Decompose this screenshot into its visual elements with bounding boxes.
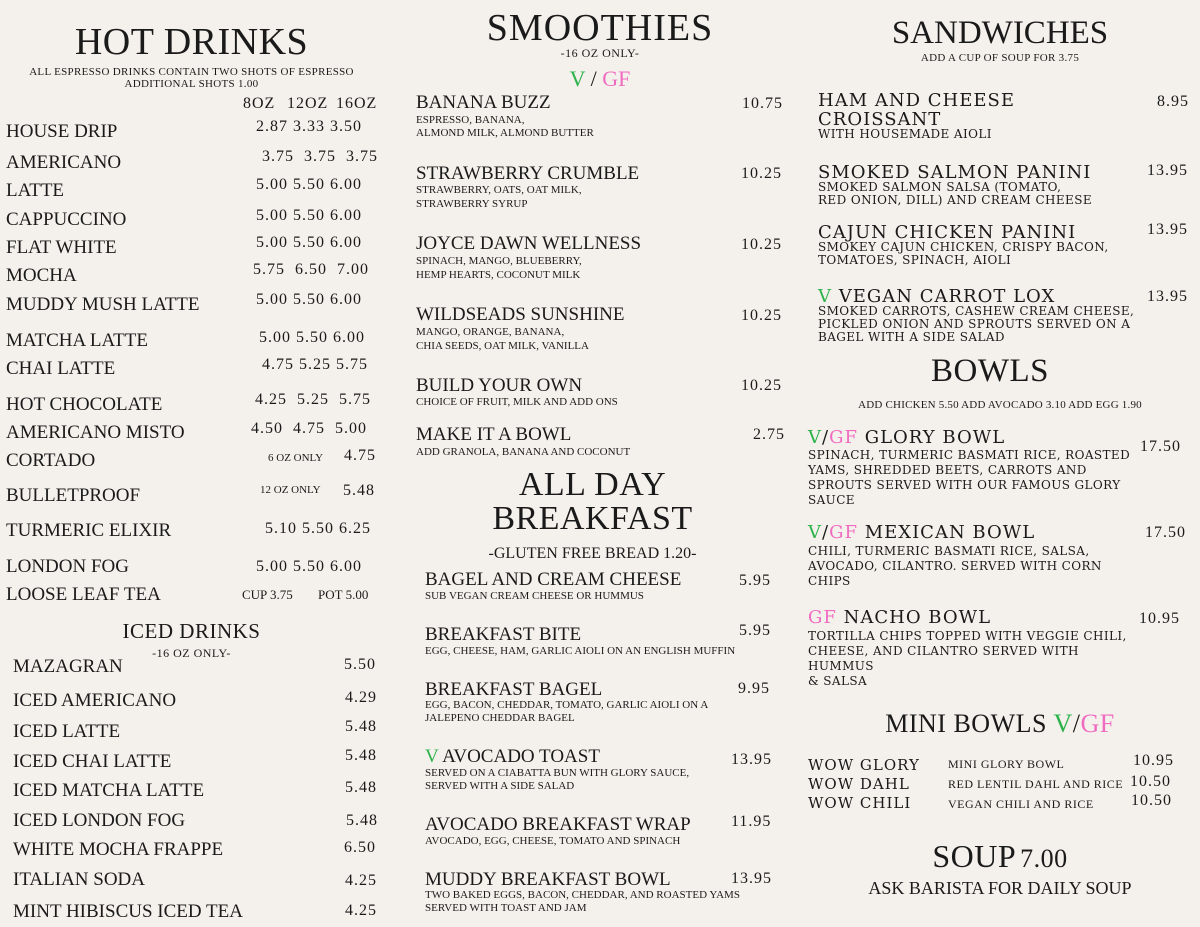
breakfast-price: 13.95: [731, 751, 772, 768]
hot-drink-name: LOOSE LEAF TEA: [6, 584, 161, 605]
size-note: 6 OZ ONLY: [268, 452, 324, 464]
smoothie-price: 10.25: [741, 307, 782, 324]
smoothie-desc: SPINACH, MANGO, BLUEBERRY,: [416, 255, 582, 267]
mini-bowl-desc: RED LENTIL DAHL AND RICE: [948, 777, 1124, 791]
smoothie-desc: ADD GRANOLA, BANANA AND COCONUT: [416, 446, 631, 458]
iced-drink-price: 5.48: [346, 812, 378, 829]
vegan-marker: V: [808, 522, 822, 543]
sandwich-desc: RED ONION, DILL) AND CREAM CHEESE: [818, 193, 1092, 207]
bowl-name: [808, 427, 1005, 448]
smoothie-name: BUILD YOUR OWN: [416, 375, 583, 396]
hot-drink-prices: 5.00 5.50 6.00: [256, 176, 362, 193]
hot-drink-name: CHAI LATTE: [6, 358, 116, 379]
sandwich-name-text: VEGAN CARROT LOX: [838, 286, 1056, 307]
tea-pot-price: POT 5.00: [318, 587, 369, 602]
hot-drink-prices: 5.00 5.50 6.00: [256, 291, 362, 308]
smoothie-price: 10.25: [741, 377, 782, 394]
bowl-desc: YAMS, SHREDDED BEETS, CARROTS AND: [808, 463, 1087, 477]
size-12oz: 12OZ: [287, 95, 329, 112]
mini-bowl-name: WOW CHILI: [808, 794, 912, 812]
sandwich-desc: SMOKED CARROTS, CASHEW CREAM CHEESE,: [818, 304, 1135, 318]
iced-drink-price: 6.50: [344, 839, 376, 856]
tea-cup-price: CUP 3.75: [242, 587, 293, 602]
bowl-desc: CHEESE, AND CILANTRO SERVED WITH: [808, 644, 1079, 658]
hot-drink-name: MUDDY MUSH LATTE: [6, 294, 200, 315]
mini-bowl-name: WOW GLORY: [808, 756, 920, 774]
breakfast-name: BREAKFAST BAGEL: [425, 679, 603, 700]
breakfast-desc: TWO BAKED EGGS, BACON, CHEDDAR, AND ROASTED YAMS: [425, 889, 740, 901]
bowl-desc: & SALSA: [808, 674, 868, 688]
marker-slash: /: [822, 522, 830, 543]
sandwich-desc: SMOKEY CAJUN CHICKEN, CRISPY BACON,: [818, 240, 1109, 254]
bowl-name: [808, 607, 991, 628]
bowl-desc: TORTILLA CHIPS TOPPED WITH VEGGIE CHILI,: [808, 629, 1127, 643]
bowl-price: 17.50: [1140, 438, 1181, 455]
bowl-desc: CHILI, TURMERIC BASMATI RICE, SALSA,: [808, 544, 1090, 558]
breakfast-price: 9.95: [738, 680, 770, 697]
mini-bowls-title: [800, 709, 1200, 739]
vegan-marker: V: [425, 746, 439, 767]
iced-drink-name: ICED LONDON FOG: [13, 810, 186, 831]
legend-slash: /: [590, 66, 597, 91]
bowl-desc: HUMMUS: [808, 659, 874, 673]
hot-drink-prices: 5.10 5.50 6.25: [265, 520, 371, 537]
mini-bowl-desc: MINI GLORY BOWL: [948, 757, 1065, 771]
breakfast-name: AVOCADO BREAKFAST WRAP: [425, 814, 691, 835]
mini-bowls-title-text: MINI BOWLS: [885, 709, 1047, 738]
vegan-marker: V: [818, 286, 832, 307]
iced-drink-name: WHITE MOCHA FRAPPE: [13, 839, 224, 860]
gluten-free-marker: GF: [829, 427, 858, 448]
sandwich-name-line2: CROISSANT: [818, 109, 942, 130]
breakfast-price: 13.95: [731, 870, 772, 887]
iced-drink-price: 4.25: [345, 902, 377, 919]
iced-drink-price: 5.48: [345, 718, 377, 735]
hot-drink-name: MOCHA: [6, 265, 77, 286]
gluten-free-bread-note: -GLUTEN FREE BREAD 1.20-: [488, 545, 697, 562]
hot-drink-name: MATCHA LATTE: [6, 330, 148, 351]
mini-bowl-price: 10.50: [1131, 792, 1172, 809]
breakfast-name-text: AVOCADO TOAST: [442, 746, 600, 767]
gluten-free-marker: GF: [829, 522, 858, 543]
smoothie-price: 10.25: [741, 165, 782, 182]
sandwich-name: HAM AND CHEESE: [818, 90, 1015, 111]
hot-drink-name: CAPPUCCINO: [6, 209, 127, 230]
iced-drink-price: 5.50: [344, 656, 376, 673]
soup-price: 7.00: [1020, 844, 1068, 873]
size-8oz: 8OZ: [243, 95, 276, 112]
sandwich-price: 13.95: [1147, 221, 1188, 238]
bowls-addons-note: ADD CHICKEN 5.50 ADD AVOCADO 3.10 ADD EGG 1.90: [858, 399, 1142, 411]
iced-drink-price: 4.29: [345, 689, 377, 706]
sandwich-desc: SMOKED SALMON SALSA (TOMATO,: [818, 180, 1062, 194]
size-16oz: 16OZ: [336, 95, 378, 112]
iced-drink-name: MAZAGRAN: [13, 656, 123, 677]
hot-drink-name: LATTE: [6, 180, 65, 201]
hot-drink-name: TURMERIC ELIXIR: [6, 520, 172, 541]
breakfast-desc: SERVED WITH A SIDE SALAD: [425, 780, 575, 792]
hot-drink-prices: 5.00 5.50 6.00: [256, 207, 362, 224]
smoothie-name: BANANA BUZZ: [416, 92, 551, 113]
smoothies-size-note: -16 OZ ONLY-: [560, 46, 640, 60]
iced-drink-name: ICED CHAI LATTE: [13, 751, 172, 772]
hot-drink-prices: 4.50 4.75 5.00: [251, 420, 367, 437]
bowls-title: BOWLS: [931, 353, 1049, 389]
breakfast-desc: SUB VEGAN CREAM CHEESE OR HUMMUS: [425, 590, 644, 602]
soup-addon-note: ADD A CUP OF SOUP FOR 3.75: [920, 52, 1080, 64]
breakfast-desc: SERVED WITH TOAST AND JAM: [425, 902, 587, 914]
smoothies-dietary-legend: [400, 66, 800, 92]
iced-drink-name: ICED AMERICANO: [13, 690, 177, 711]
hot-drink-prices: 3.75 3.75 3.75: [262, 148, 378, 165]
espresso-note: ALL ESPRESSO DRINKS CONTAIN TWO SHOTS OF ESPRESSO: [29, 66, 354, 78]
soup-title: SOUP: [932, 838, 1017, 874]
mini-bowl-name: WOW DAHL: [808, 775, 910, 793]
breakfast-name: BAGEL AND CREAM CHEESE: [425, 569, 682, 590]
soup-heading: [800, 838, 1200, 875]
bowl-desc: CHIPS: [808, 574, 851, 588]
daily-soup-note: ASK BARISTA FOR DAILY SOUP: [868, 878, 1132, 898]
hot-drink-name: FLAT WHITE: [6, 237, 117, 258]
vegan-label: V: [569, 66, 586, 91]
bowl-name-text: MEXICAN BOWL: [864, 522, 1036, 543]
bowl-desc: AVOCADO, CILANTRO. SERVED WITH CORN: [808, 559, 1102, 573]
breakfast-desc: SERVED ON A CIABATTA BUN WITH GLORY SAUCE,: [425, 767, 690, 779]
smoothie-name: STRAWBERRY CRUMBLE: [416, 163, 640, 184]
gluten-free-label: GF: [1080, 709, 1115, 738]
breakfast-title-line1: ALL DAY: [518, 466, 667, 503]
breakfast-title-line2: BREAKFAST: [492, 500, 693, 537]
hot-drink-prices: 5.75 6.50 7.00: [253, 261, 369, 278]
smoothie-desc: STRAWBERRY, OATS, OAT MILK,: [416, 184, 582, 196]
hot-drink-prices: 5.00 5.50 6.00: [259, 329, 365, 346]
smoothie-name: WILDSEADS SUNSHINE: [416, 304, 625, 325]
smoothie-desc: HEMP HEARTS, COCONUT MILK: [416, 269, 581, 281]
hot-drink-prices: 5.00 5.50 6.00: [256, 558, 362, 575]
sandwich-desc: PICKLED ONION AND SPROUTS SERVED ON A: [818, 317, 1131, 331]
breakfast-name: [425, 746, 600, 768]
vegan-marker: V: [808, 427, 822, 448]
bowl-desc: SAUCE: [808, 493, 855, 507]
sandwich-desc: TOMATOES, SPINACH, AIOLI: [818, 253, 1012, 267]
sandwich-desc: WITH HOUSEMADE AIOLI: [818, 127, 992, 141]
breakfast-price: 11.95: [731, 813, 772, 830]
mini-bowl-price: 10.95: [1133, 752, 1174, 769]
breakfast-desc: EGG, CHEESE, HAM, GARLIC AIOLI ON AN ENGLISH MUFFIN: [425, 645, 736, 657]
breakfast-price: 5.95: [739, 622, 771, 639]
bowl-desc: SPINACH, TURMERIC BASMATI RICE, ROASTED: [808, 448, 1131, 462]
gluten-free-marker: GF: [808, 607, 837, 628]
hot-drink-name: AMERICANO: [6, 152, 122, 173]
iced-drinks-title: ICED DRINKS: [122, 619, 261, 643]
hot-drink-prices: 2.87 3.33 3.50: [256, 118, 362, 135]
gluten-free-label: GF: [602, 66, 631, 91]
hot-drink-prices: 5.48: [343, 482, 375, 499]
additional-shots-note: ADDITIONAL SHOTS 1.00: [124, 78, 259, 90]
sandwich-price: 13.95: [1147, 162, 1188, 179]
hot-drink-prices: 4.75: [344, 447, 376, 464]
vegan-label: V: [1053, 709, 1073, 738]
sandwich-desc: BAGEL WITH A SIDE SALAD: [818, 330, 1005, 344]
smoothie-desc: MANGO, ORANGE, BANANA,: [416, 326, 565, 338]
iced-drink-price: 5.48: [345, 779, 377, 796]
breakfast-desc: AVOCADO, EGG, CHEESE, TOMATO AND SPINACH: [425, 835, 681, 847]
bowl-price: 17.50: [1145, 524, 1186, 541]
smoothie-desc: STRAWBERRY SYRUP: [416, 198, 528, 210]
iced-drink-name: ICED MATCHA LATTE: [13, 780, 205, 801]
breakfast-price: 5.95: [739, 572, 771, 589]
smoothie-price: 10.75: [742, 95, 783, 112]
hot-drink-name: HOT CHOCOLATE: [6, 394, 163, 415]
bowl-desc: SPROUTS SERVED WITH OUR FAMOUS GLORY: [808, 478, 1121, 492]
sandwich-price: 13.95: [1147, 288, 1188, 305]
breakfast-name: MUDDY BREAKFAST BOWL: [425, 869, 671, 890]
iced-drink-price: 4.25: [345, 872, 377, 889]
smoothie-desc: CHIA SEEDS, OAT MILK, VANILLA: [416, 340, 589, 352]
smoothie-name: JOYCE DAWN WELLNESS: [416, 233, 642, 254]
iced-size-note: -16 OZ ONLY-: [152, 646, 231, 660]
smoothie-price: 2.75: [753, 426, 785, 443]
hot-drinks-title: HOT DRINKS: [74, 21, 309, 63]
hot-drink-name: BULLETPROOF: [6, 485, 141, 506]
hot-drink-prices: 5.00 5.50 6.00: [256, 234, 362, 251]
smoothie-desc: ALMOND MILK, ALMOND BUTTER: [416, 127, 594, 139]
sandwiches-title: SANDWICHES: [891, 15, 1109, 51]
sandwich-name: CAJUN CHICKEN PANINI: [818, 222, 1077, 243]
iced-drink-name: ITALIAN SODA: [13, 869, 145, 890]
breakfast-desc: EGG, BACON, CHEDDAR, TOMATO, GARLIC AIOLI ON A: [425, 699, 709, 711]
iced-drink-name: MINT HIBISCUS ICED TEA: [13, 901, 243, 922]
breakfast-desc: JALEPENO CHEDDAR BAGEL: [425, 712, 575, 724]
smoothie-name: MAKE IT A BOWL: [416, 424, 572, 445]
hot-drink-name: CORTADO: [6, 450, 96, 471]
bowl-price: 10.95: [1139, 610, 1180, 627]
hot-drink-prices: 4.75 5.25 5.75: [262, 356, 368, 373]
smoothies-title: SMOOTHIES: [486, 7, 714, 49]
iced-drink-name: ICED LATTE: [13, 721, 121, 742]
marker-slash: /: [822, 427, 830, 448]
breakfast-name: BREAKFAST BITE: [425, 624, 582, 645]
bowl-name-text: GLORY BOWL: [864, 427, 1006, 448]
hot-drink-prices: 4.25 5.25 5.75: [255, 391, 371, 408]
size-note: 12 OZ ONLY: [260, 484, 321, 496]
smoothie-desc: ESPRESSO, BANANA,: [416, 114, 525, 126]
hot-drink-name: LONDON FOG: [6, 556, 129, 577]
bowl-name-text: NACHO BOWL: [843, 607, 992, 628]
sandwich-price: 8.95: [1157, 93, 1189, 110]
bowl-name: [808, 522, 1035, 543]
hot-drink-name: AMERICANO MISTO: [6, 422, 185, 443]
smoothie-price: 10.25: [741, 236, 782, 253]
iced-drink-price: 5.48: [345, 747, 377, 764]
legend-slash: /: [1072, 709, 1081, 738]
sandwich-name: SMOKED SALMON PANINI: [818, 162, 1092, 183]
mini-bowl-desc: VEGAN CHILI AND RICE: [948, 797, 1094, 811]
hot-drink-name: HOUSE DRIP: [6, 121, 118, 142]
smoothie-desc: CHOICE OF FRUIT, MILK AND ADD ONS: [416, 396, 618, 408]
mini-bowl-price: 10.50: [1130, 773, 1171, 790]
